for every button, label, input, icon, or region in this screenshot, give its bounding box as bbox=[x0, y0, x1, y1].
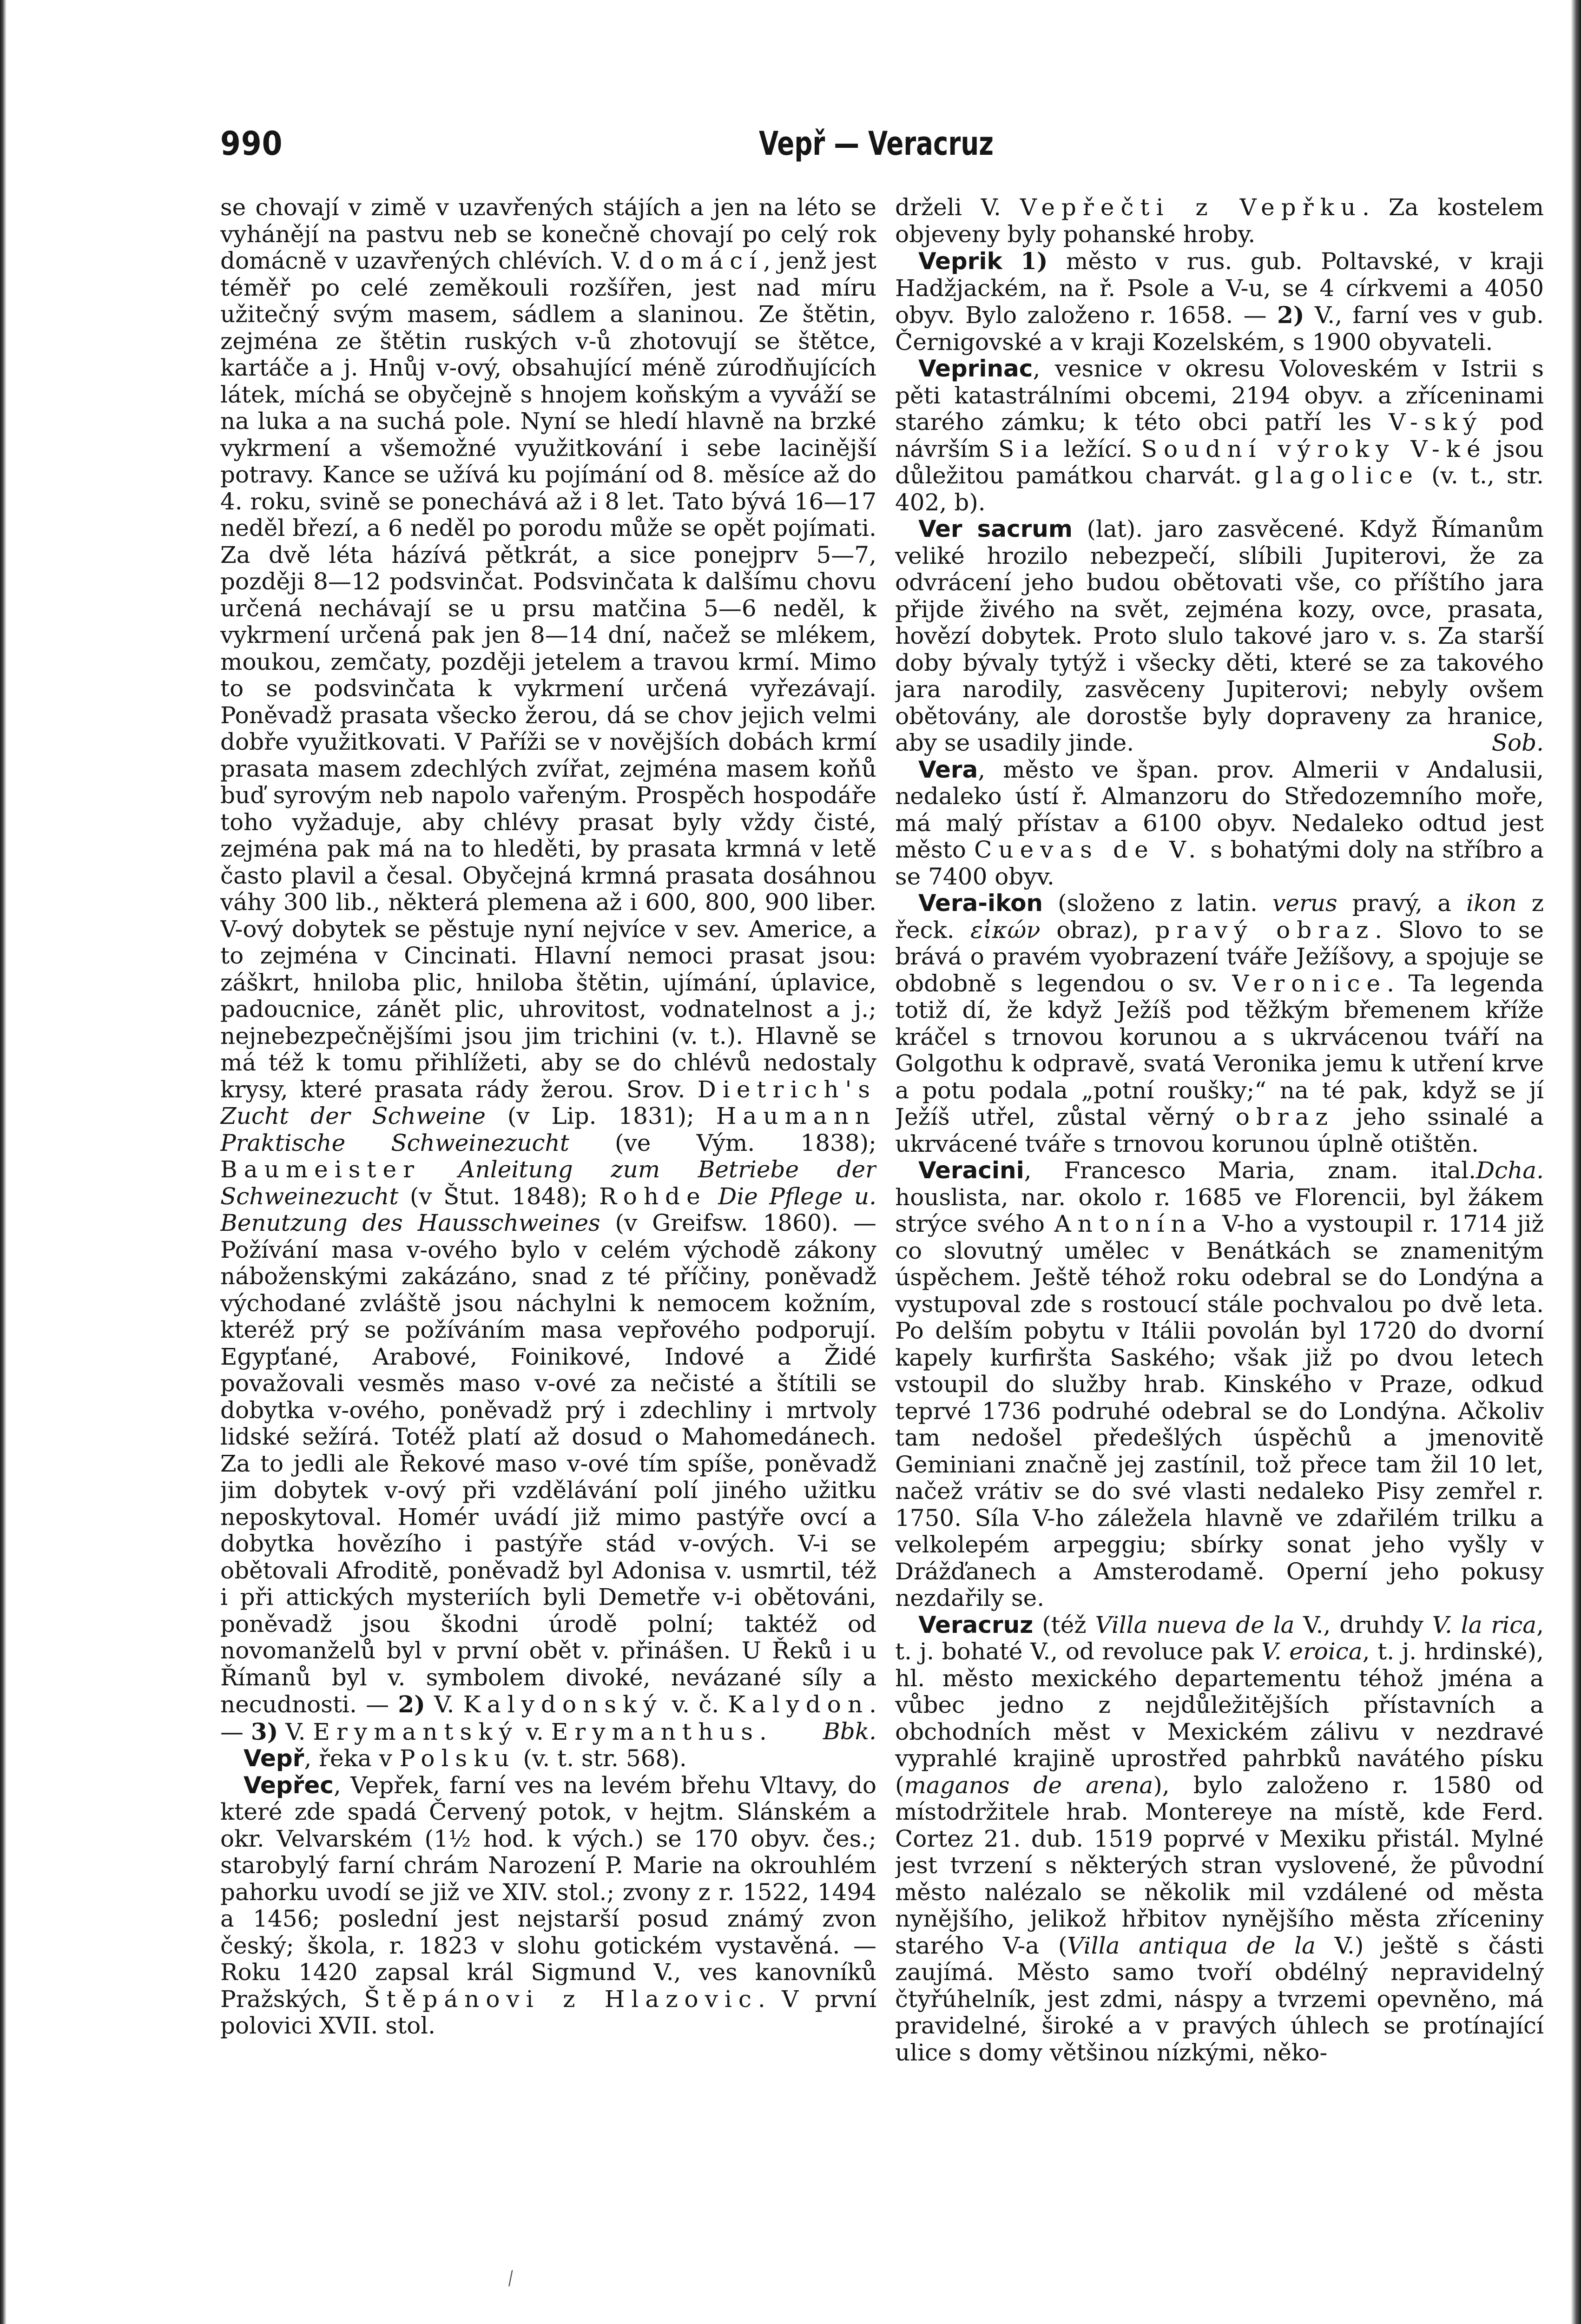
left-column bbox=[220, 194, 876, 2324]
right-column bbox=[895, 194, 1544, 2324]
text: (v. t. str. 568). bbox=[515, 1745, 687, 1772]
text: pod návrším bbox=[895, 409, 1544, 462]
headword: Ver sacrum bbox=[918, 515, 1073, 542]
text: jsou důležitou památkou charvát. bbox=[895, 435, 1544, 489]
text: obraz), bbox=[1040, 916, 1155, 944]
headword: Veracini bbox=[918, 1157, 1024, 1184]
text: V. bbox=[425, 1691, 463, 1718]
latin-term: verus bbox=[1272, 890, 1337, 917]
author-signature: Dcha. bbox=[1476, 1157, 1544, 1184]
latin-term: ikon bbox=[1466, 890, 1517, 917]
text: , jenž jest téměř po celé zeměkouli rozšířen, jest nad míru užitečný svým masem, sádlem a slaninou. Ze štětin, zejména ze štětin ruských v-ů zhotovují se štětce, kartáče a j. Hnůj v-ový, obsahující méně zúrodňujících látek, míchá se obyčejně s hnojem koňským a vyváží se na luka a na suchá pole. Nyní se hledí hlavně na brzké vykrmení a všemožné využitkování i sebe lacinější potravy. Kance se užívá ku pojímání od 8. měsíce až do 4. roku, svině se ponechává až i 8 let. Tato bývá 16—17 neděl březí, a 6 neděl po porodu může se opět pojímati. Za dvě léta házívá pětkrát, a sice ponejprv 5—7, později 8—12 podsvinčat. Podsvinčata k dalšímu chovu určená nechávají se u prsu matčina 5—6 neděl, k vykrmení určená pak jen 8—14 dní, načež se mlékem, moukou, zemčaty, později jetelem a travou krmí. Mimo to se podsvinčata k vykrmení určená vyřezávají. Poněvadž prasata všecko žerou, dá se chov jejich velmi dobře využitkovati. V Paříži se v novějších dobách krmí prasata masem zdechlých zvířat, zejména masem koňů buď syrovým neb napolo vařeným. Prospěch hospodáře toho vyžaduje, aby chlévy prasat byly vždy čisté, zejména pak má na to hleděti, by prasata krmná v letě často plavil a česal. Obyčejná krmná prasata dosáhnou váhy 300 lib., některá plemena až i 600, 800, 900 liber. V-ový dobytek se pěstuje nyní nejvíce v sev. Americe, a to zejména v Cincinati. Hlavní nemoci prasat jsou: záškrt, hniloba plic, hniloba štětin, ujímání, úplavice, padoucnice, zánět plic, uhrovitost, vodnatelnost a j.; nejnebezpečnějšími jsou jim trichini (v. t.). Hlavně se má též k tomu přihlížeti, aby se do chlévů nedostaly krysy, které prasata rády žerou. Srov. bbox=[220, 247, 876, 1103]
text: , řeka v bbox=[304, 1745, 400, 1772]
author-name: Baumeister bbox=[220, 1156, 421, 1183]
text: , vesnice v okresu Voloveském v Istrii s pěti katastrálními obcemi, 2194 obyv. a zříceninami starého zámku; k této obci patří les bbox=[895, 355, 1544, 436]
text: v. bbox=[518, 1718, 551, 1745]
text: . — bbox=[220, 1691, 876, 1745]
text: V.) ještě s části zaujímá. Město samo tvoří obdélný nepravidelný čtyřúhelník, jest zdmi, náspy a tvrzemi opevněno, má pravidelné, široké a v pravých úhlech se protínající ulice s domy většinou nízkými, něko- bbox=[895, 1932, 1544, 2066]
spaced-term: Erymantský bbox=[313, 1718, 519, 1745]
headword: Vepřec bbox=[244, 1771, 334, 1799]
text: . Za kostelem objeveny byly pohanské hroby. bbox=[895, 194, 1544, 248]
spaced-term: obraz bbox=[1235, 1103, 1334, 1130]
running-title: Vepř — Veracruz bbox=[759, 125, 994, 163]
text: (ve Vým. 1838); bbox=[569, 1129, 876, 1156]
spaced-term: Soudní výroky V-ké bbox=[1141, 435, 1487, 462]
text: V., druhdy bbox=[1294, 1611, 1432, 1638]
entry-veracruz bbox=[895, 1612, 1544, 2067]
headword: Veprinac bbox=[918, 355, 1033, 382]
text bbox=[707, 1183, 718, 1210]
spaced-term: Vepřečti z Vepřku bbox=[1020, 194, 1363, 221]
text: . Slovo to se brává o pravém vyobrazení tváře Ježíšovy, a spojuje se obdobně s legendou o sv. bbox=[895, 916, 1544, 997]
text: V., farní ves v gub. Černigovské a v kraji Kozelském, s 1900 obyvateli. bbox=[895, 302, 1544, 356]
spaced-term: Cuevas de V. bbox=[974, 836, 1203, 863]
text: z řeck. bbox=[895, 890, 1544, 944]
spanish-term: Villa antiqua de la bbox=[1067, 1932, 1316, 1959]
text: , Francesco Maria, znam. ital. houslista, nar. okolo r. 1685 ve Florencii, byl žákem strýce svého bbox=[895, 1157, 1544, 1237]
entry-veprik bbox=[895, 248, 1544, 356]
text: (lat). jaro zasvěcené. Když Římanům veliké hrozilo nebezpečí, slíbili Jupiterovi, že za odvrácení jeho budou obětovati vše, co příštího jara přijde živého na svět, zejména kozy, ovce, prasata, hovězí dobytek. Proto slulo takové jaro v. s. Za starší doby bývaly tytýž i všecky děti, které se za takového jara narodily, zasvěceny Jupiterovi; nebyly ovšem obětovány, ale dorostše byly dopraveny za hranice, aby se usadily jinde. bbox=[895, 515, 1544, 756]
author-signature: Bbk. bbox=[823, 1717, 876, 1745]
spaced-term: Kalydonský bbox=[463, 1691, 663, 1718]
headword: Vepř bbox=[244, 1745, 304, 1772]
book-title: Die Pflege u. Benutzung des Hausschweines bbox=[220, 1182, 876, 1236]
headword: Vera-ikon bbox=[918, 890, 1043, 917]
spaced-term: pravý obraz bbox=[1155, 916, 1375, 944]
author-name: Rohde bbox=[599, 1182, 707, 1210]
spaced-term: Erymanthus bbox=[551, 1718, 760, 1745]
entry-vepr-river bbox=[220, 1745, 876, 1772]
text: se chovají v zimě v uzavřených stájích a jen na léto se vyhánějí na pastvu neb se konečně chovají po celý rok domácně v uzavřených chlévích. V. bbox=[220, 194, 876, 274]
spanish-term: maganos de arena bbox=[904, 1771, 1153, 1799]
spaced-term: Polsku bbox=[399, 1745, 516, 1772]
book-title: Praktische Schweinezucht bbox=[220, 1129, 569, 1156]
text: ), bylo založeno r. 1580 od místodržitele hrab. Montereye na místě, kde Ferd. Cortez 21. dub. 1519 poprvé v Mexiku přistál. Mylné jest tvrzení s některých stran vyslovené, že původní město nalézalo se několik mil vzdálené od města nynějšího, jelikož hřbitov nynějšího města zříceniny starého V-a ( bbox=[895, 1771, 1544, 1959]
sense-number: 2) bbox=[398, 1690, 425, 1718]
entry-ver-sacrum bbox=[895, 516, 1544, 757]
text: pravý, a bbox=[1337, 890, 1466, 917]
page-header bbox=[220, 125, 1532, 169]
entry-veprec bbox=[220, 1772, 876, 2040]
spaced-term: Kalydon bbox=[728, 1691, 870, 1718]
spanish-term: V. eroica bbox=[1261, 1638, 1363, 1665]
headword: Vera bbox=[918, 756, 978, 783]
entry-veprec-continued bbox=[895, 194, 1544, 248]
text: (v. t., str. 402, b). bbox=[895, 462, 1544, 516]
headword: Veprik bbox=[918, 248, 1002, 275]
author-name: Haumann bbox=[716, 1103, 876, 1129]
text: . bbox=[759, 1718, 767, 1745]
text bbox=[421, 1156, 458, 1183]
spaced-term: Veronice bbox=[1232, 970, 1387, 997]
entry-veracini bbox=[895, 1157, 1544, 1612]
text: , t. j. hrdinské), hl. město mexického departementu téhož jména a vůbec jedno z nejdůležitějších přístavních a obchodních měst v Mexickém zálivu v nezdravé vyprahlé krajině uprostřed pahrbků navátého písku ( bbox=[895, 1638, 1544, 1799]
greek-term: εἰκών bbox=[970, 916, 1041, 944]
spaced-term: Antonína bbox=[1054, 1210, 1213, 1237]
spaced-term: V-ský bbox=[1389, 409, 1483, 436]
spaced-term: domácí bbox=[639, 247, 764, 274]
page-left-edge-shadow bbox=[0, 0, 7, 2324]
headword: Veracruz bbox=[918, 1611, 1034, 1638]
book-title: Anleitung zum Betriebe der Schweinezucht bbox=[220, 1156, 876, 1210]
text: v. č. bbox=[663, 1691, 728, 1718]
text: V-ho a vystoupil r. 1714 již co slovutný umělec v Benátkách se znamenitým úspěchem. Ještě téhož roku odebral se do Londýna a vystupoval zde s rostoucí stále pochvalou po dvě leta. Po delším pobytu v Itálii povolán byl 1720 do dvorní kapely kurfiršta Saského; však již po dvou letech vstoupil do služby hrab. Kinského v Praze, odkud teprvé 1736 podruhé odebral se do Londýna. Ačkoliv tam nedošel předešlých úspěchů a jmenovitě Geminiani značně jej zastínil, tož přece tam žil 10 let, načež vrátiv se do své vlasti nedaleko Pisy zemřel r. 1750. Síla V-ho záležela hlavně ve zdařilém trilku a velkolepém arpeggiu; sbírky sonat jeho vyšly v Drážďanech a Amsterodamě. Operní jeho pokusy nezdařily se. bbox=[895, 1210, 1544, 1611]
author-name: Dietrich's bbox=[697, 1076, 876, 1103]
spaced-term: Sia bbox=[998, 435, 1055, 462]
text: ležící. bbox=[1055, 435, 1141, 462]
entry-vera bbox=[895, 757, 1544, 891]
page-number: 990 bbox=[220, 125, 283, 163]
text: (v Greifsw. 1860). — Požívání masa v-ového bylo v celém východě zákony náboženskými zakázáno, snad z té příčiny, poněvadž východané zvláště jsou náchylni k nemocem kožním, kteréž prý se požíváním masa vepřového podporují. Egypťané, Arabové, Foinikové, Indové a Židé považovali vesměs maso v-ové za nečisté a štítili se dobytka v-ového, poněvadž prý i zdechliny i mrtvoly lidské sežírá. Totéž platí až dosud o Mahomedánech. Za to jedli ale Řekové maso v-ové tím spíše, poněvadž jim dobytek v-ový při vzdělávání polí jiného užitku neposkytoval. Homér uvádí již mimo pastýře ovcí a dobytka hovězího i pastýře stád v-ových. V-i se obětovali Afroditě, poněvadž byl Adonisa v. usmrtil, též i při attických mysteriích byli Demetře v-i obětováni, poněvadž jsou škodni úrodě polní; taktéž od novomanželů byl v první obět v. přinášen. U Řeků i u Římanů byl v. symbolem divoké, nevázané síly a necudnosti. — bbox=[220, 1209, 876, 1718]
sense-number: 1) bbox=[1021, 247, 1048, 275]
sense-number: 3) bbox=[250, 1717, 278, 1745]
text: drželi V. bbox=[895, 194, 1020, 221]
author-signature: Sob. bbox=[1491, 729, 1544, 756]
book-title: Zucht der Schweine bbox=[220, 1103, 486, 1129]
text: město v rus. gub. Poltavské, v kraji Hadžjackém, na ř. Psole a V-u, se 4 církvemi a 4050 obyv. Bylo založeno r. 1658. — bbox=[895, 248, 1544, 329]
spanish-term: V. la rica bbox=[1432, 1611, 1537, 1638]
entry-vepr-continued bbox=[220, 194, 876, 1745]
text: . Ta legenda totiž dí, že když Ježíš pod těžkým břemenem kříže kráčel s trnovou korunou a s ukrvácenou tváří na Golgothu k odpravě, svatá Veronika jemu k utření krve a potu podala „potní roušky;“ na té pak, když se jí Ježíš utřel, zůstal věrný bbox=[895, 970, 1544, 1130]
text: (v Štut. 1848); bbox=[398, 1182, 599, 1210]
text: jeho ssinalé a ukrvácené tváře s trnovou korunou úplně otištěn. bbox=[895, 1103, 1544, 1157]
text: s bohatými doly na stříbro a se 7400 obyv. bbox=[895, 836, 1544, 890]
sense-number: 2) bbox=[1277, 301, 1304, 329]
text: , t. j. bohaté V., od revoluce pak bbox=[895, 1611, 1544, 1665]
spanish-term: Villa nueva de la bbox=[1095, 1611, 1295, 1638]
text: (v Lip. 1831); bbox=[486, 1103, 716, 1129]
text: (též bbox=[1033, 1611, 1095, 1638]
stray-pencil-mark: ⁄ bbox=[506, 2268, 516, 2290]
spaced-term: glagolice bbox=[1254, 462, 1420, 489]
entry-veprinac bbox=[895, 356, 1544, 516]
text: , Vepřek, farní ves na levém břehu Vltavy, do které zde spadá Červený potok, v hejtm. Slánském a okr. Velvarském (1½ hod. k vých.) se 170 obyv. čes.; starobylý farní chrám Narození P. Marie na okrouhlém pahorku uvodí se již ve XIV. stol.; zvony z r. 1522, 1494 a 1456; poslední jest nejstarší posud známý zvon český; škola, r. 1823 v slohu gotickém vystavěná. — Roku 1420 zapsal král Sigmund V., ves kanovníků Pražských, bbox=[220, 1771, 876, 2013]
spaced-term: Štěpánovi z Hlazovic bbox=[364, 1985, 758, 2013]
text: . V první polovici XVII. stol. bbox=[220, 1985, 876, 2039]
text: V. bbox=[278, 1718, 313, 1745]
text: (složeno z latin. bbox=[1043, 890, 1272, 917]
text: , město ve špan. prov. Almerii v Andalusii, nedaleko ústí ř. Almanzoru do Středozemního moře, má malý přístav a 6100 obyv. Nedaleko odtud jest město bbox=[895, 756, 1544, 863]
page-right-edge-shadow bbox=[1571, 0, 1581, 2324]
